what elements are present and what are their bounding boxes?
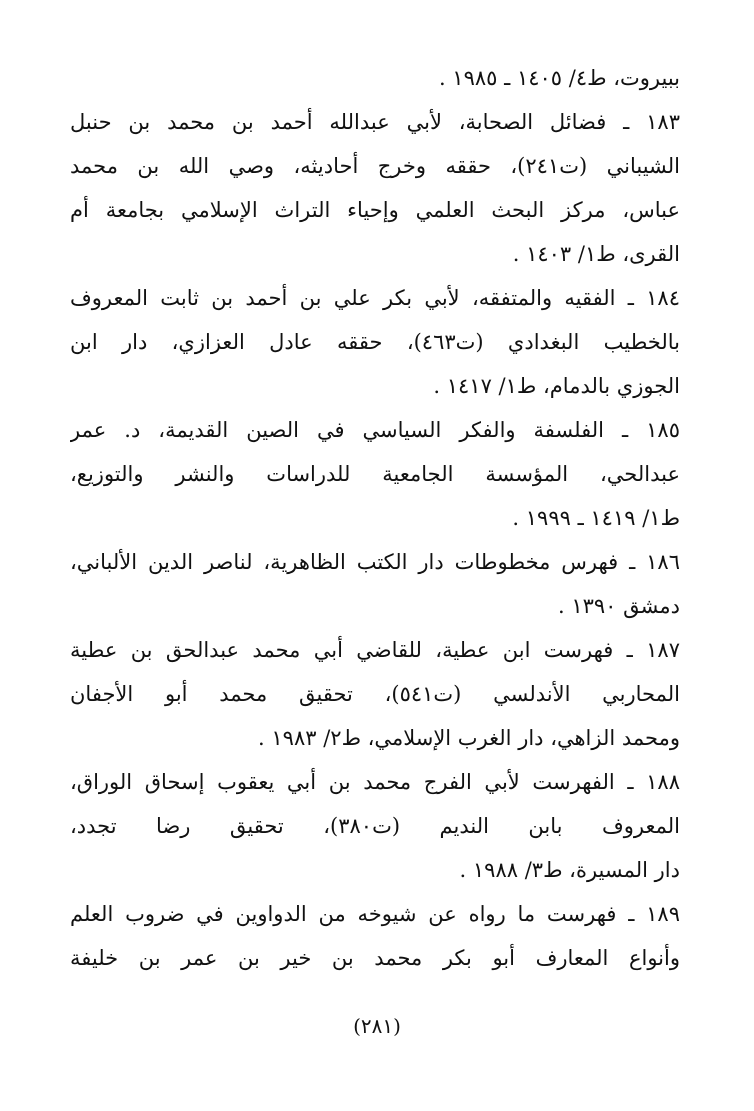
entry-187-line-2: المحاربي الأندلسي (ت٥٤١)، تحقيق محمد أبو الأجفان bbox=[70, 682, 680, 706]
entry-183-line-1: ١٨٣ ـ فضائل الصحابة، لأبي عبدالله أحمد بن محمد بن حنبل bbox=[70, 110, 680, 134]
entry-186-line-1: ١٨٦ ـ فهرس مخطوطات دار الكتب الظاهرية، لناصر الدين الألباني، bbox=[70, 550, 680, 574]
entry-185-line-1: ١٨٥ ـ الفلسفة والفكر السياسي في الصين القديمة، د. عمر bbox=[70, 418, 680, 442]
entry-188-line-3: دار المسيرة، ط٣/ ١٩٨٨ . bbox=[459, 858, 680, 882]
entry-182-continuation-line: ببيروت، ط٤/ ١٤٠٥ ـ ١٩٨٥ . bbox=[438, 66, 680, 90]
entry-185-line-3: ط١/ ١٤١٩ ـ ١٩٩٩ . bbox=[512, 506, 680, 530]
entry-184-line-2: بالخطيب البغدادي (ت٤٦٣)، حققه عادل العزازي، دار ابن bbox=[70, 330, 680, 354]
bibliography-list bbox=[70, 56, 680, 980]
entry-186-line-2: دمشق ١٣٩٠ . bbox=[557, 594, 680, 618]
entry-184-line-1: ١٨٤ ـ الفقيه والمتفقه، لأبي بكر علي بن أحمد بن ثابت المعروف bbox=[70, 286, 680, 310]
entry-187-line-3: ومحمد الزاهي، دار الغرب الإسلامي، ط٢/ ١٩٨٣ . bbox=[258, 726, 680, 750]
page-number: (٢٨١) bbox=[353, 1014, 401, 1038]
entry-188-line-1: ١٨٨ ـ الفهرست لأبي الفرج محمد بن أبي يعقوب إسحاق الوراق، bbox=[70, 770, 680, 794]
entry-185-line-2: عبدالحي، المؤسسة الجامعية للدراسات والنشر والتوزيع، bbox=[70, 462, 680, 486]
entry-187-line-1: ١٨٧ ـ فهرست ابن عطية، للقاضي أبي محمد عبدالحق بن عطية bbox=[70, 638, 680, 662]
entry-184-line-3: الجوزي بالدمام، ط١/ ١٤١٧ . bbox=[433, 374, 680, 398]
entry-183-line-2: الشيباني (ت٢٤١)، حققه وخرج أحاديثه، وصي الله بن محمد bbox=[70, 154, 680, 178]
entry-183-line-4: القرى، ط١/ ١٤٠٣ . bbox=[512, 242, 680, 266]
entry-183-line-3: عباس، مركز البحث العلمي وإحياء التراث الإسلامي بجامعة أم bbox=[70, 198, 680, 222]
entry-189-line-1: ١٨٩ ـ فهرست ما رواه عن شيوخه من الدواوين في ضروب العلم bbox=[70, 902, 680, 926]
entry-188-line-2: المعروف بابن النديم (ت٣٨٠)، تحقيق رضا تجدد، bbox=[70, 814, 680, 838]
entry-189-line-2: وأنواع المعارف أبو بكر محمد بن خير بن عمر بن خليفة bbox=[70, 946, 680, 970]
